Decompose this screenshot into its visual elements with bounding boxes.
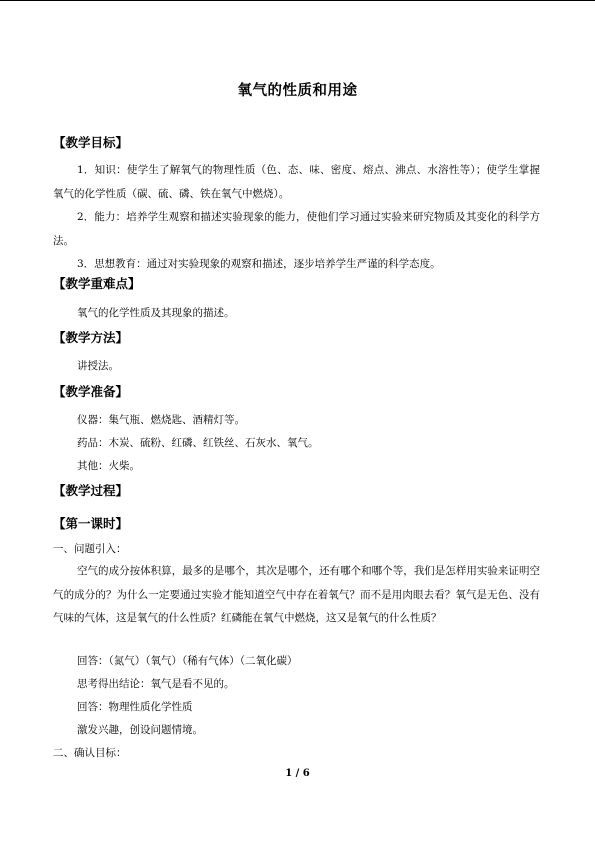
- top-border-line: [0, 0, 595, 1]
- objective-knowledge: 1．知识：使学生了解氧气的物理性质（色、态、味、密度、熔点、沸点、水溶性等）；使学生掌握氧气的化学性质（碳、硫、磷、铁在氧气中燃烧）。: [53, 164, 540, 200]
- heading-methods: 【教学方法】: [53, 330, 129, 345]
- objective-ability: 2．能力：培养学生观察和描述实验现象的能力，使他们学习通过实验来研究物质及其变化的科学方法。: [53, 211, 540, 247]
- answer-components: 回答：（氮气）（氧气）（稀有气体）（二氧化碳）: [77, 655, 298, 667]
- page-number: 1 / 6: [285, 768, 310, 779]
- intro-paragraph: 空气的成分按体积算，最多的是哪个，其次是哪个，还有哪个和哪个等，我们是怎样用实验来证明空气的成分的？为什么一定要通过实验才能知道空气中存在着氧气？而不是用肉眼去看？氧气是无色、没有气味的气体，这是氧气的什么性质？红磷能在氧气中燃烧，这又是氧气的什么性质？: [53, 565, 540, 624]
- methods-text: 讲授法。: [77, 360, 119, 372]
- heading-objectives: 【教学目标】: [53, 135, 129, 150]
- heading-key-points: 【教学重难点】: [53, 276, 141, 291]
- heading-process: 【教学过程】: [53, 483, 129, 498]
- part2-title: 二、确认目标：: [53, 747, 127, 759]
- preparation-instruments: 仪器：集气瓶、燃烧匙、酒精灯等。: [77, 414, 245, 426]
- document-title: 氧气的性质和用途: [237, 83, 358, 99]
- key-points-text: 氧气的化学性质及其现象的描述。: [77, 307, 235, 319]
- heading-first-lesson: 【第一课时】: [53, 516, 129, 531]
- heading-preparation: 【教学准备】: [53, 384, 129, 399]
- conclusion-text: 思考得出结论：氧气是看不见的。: [77, 678, 235, 690]
- answer-properties: 回答：物理性质化学性质: [77, 701, 193, 713]
- preparation-other: 其他：火柴。: [77, 460, 140, 472]
- objective-thought: 3．思想教育：通过对实验现象的观察和描述，逐步培养学生严谨的科学态度。: [77, 258, 441, 270]
- part1-title: 一、问题引入：: [53, 543, 127, 555]
- motivate-text: 激发兴趣，创设问题情境。: [77, 724, 203, 736]
- preparation-chemicals: 药品：木炭、硫粉、红磷、红铁丝、石灰水、氧气。: [77, 437, 319, 449]
